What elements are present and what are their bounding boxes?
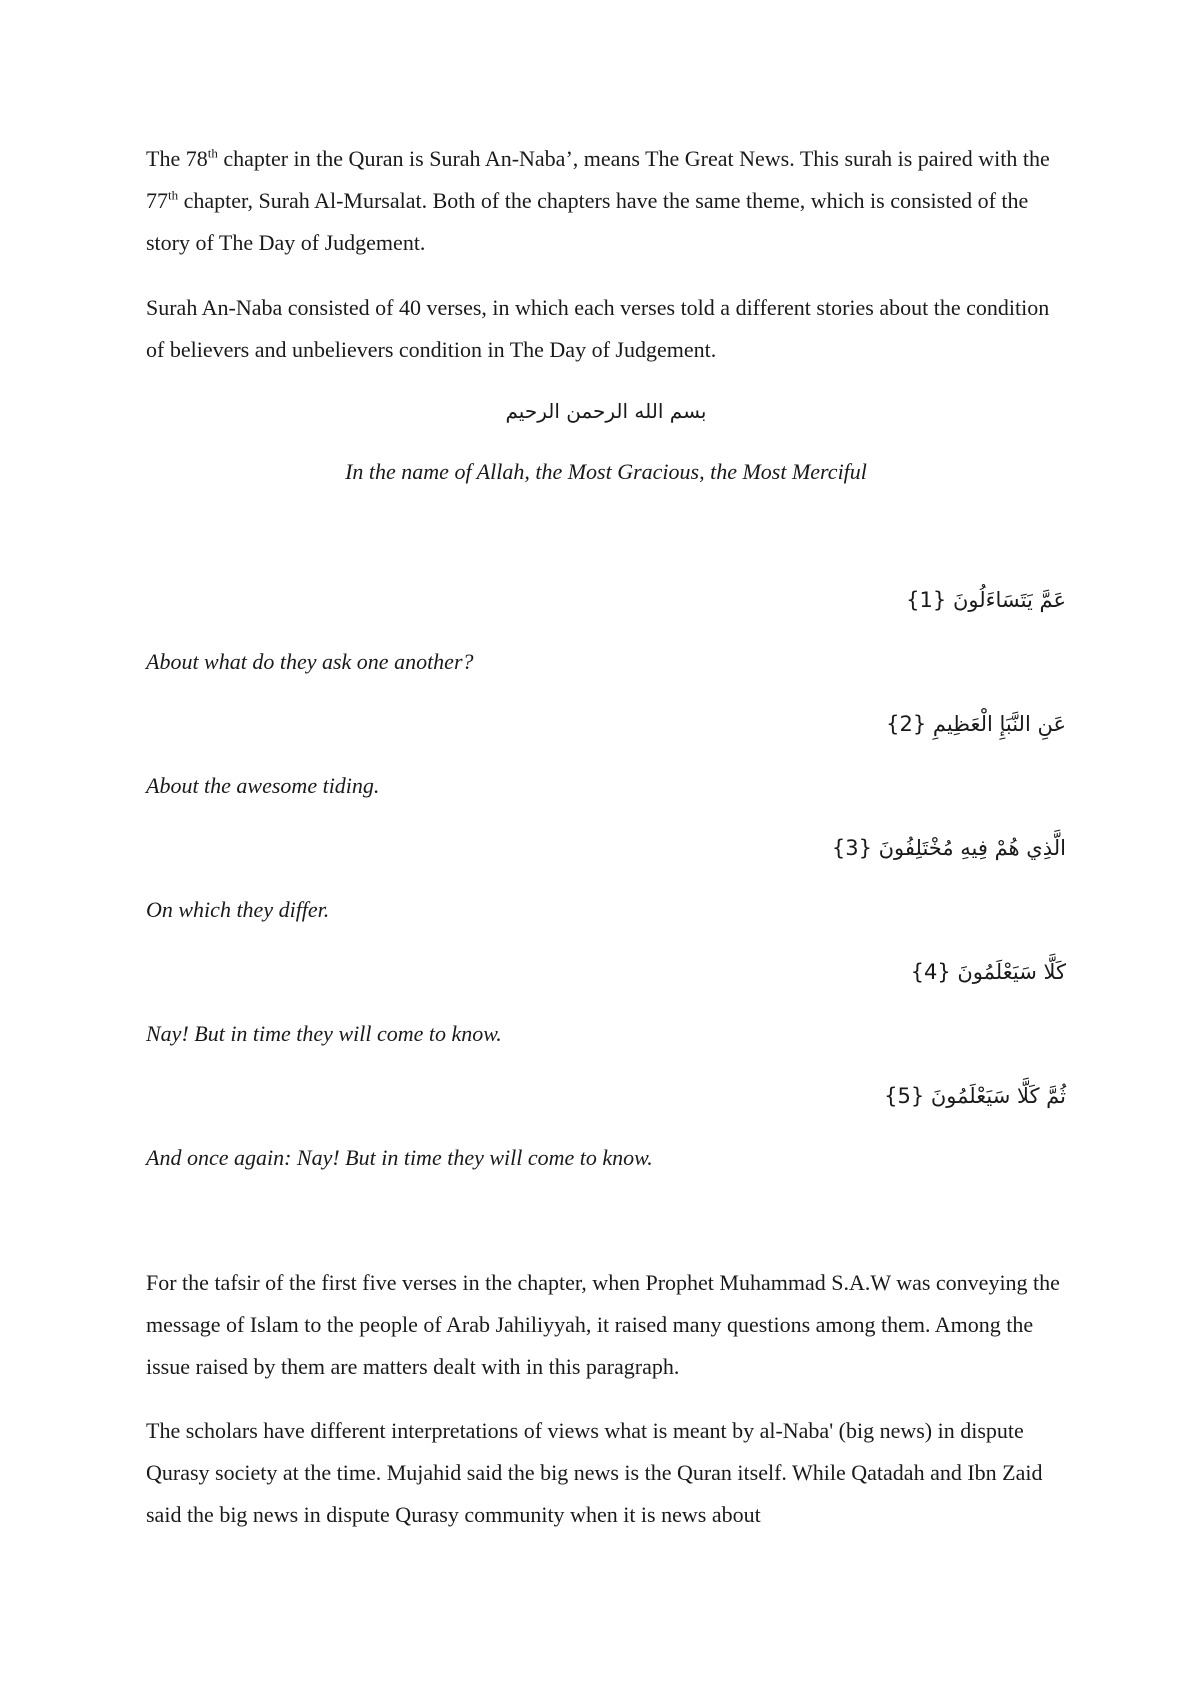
verse-2-arabic: عَنِ النَّبَإِ الْعَظِيمِ {2} [886,712,1066,736]
basmala-arabic: بسم الله الرحمن الرحيم [505,399,707,423]
verse-3-arabic: الَّذِي هُمْ فِيهِ مُخْتَلِفُونَ {3} [831,836,1066,860]
ordinal-suffix-2: th [168,187,179,203]
tafsir-paragraph-2: The scholars have different interpretations of views what is meant by al-Naba' (big news) in dispute Qurasy society at the time. Mujahid said the big news is the Quran itself. While Qatadah and Ibn Zaid said the big news in dispute Qurasy community when it is news about [146,1418,1043,1527]
verse-3-translation: On which they differ. [146,897,330,922]
verse-4-translation: Nay! But in time they will come to know. [146,1021,502,1046]
verse-5-translation: And once again: Nay! But in time they will come to know. [146,1145,653,1170]
intro-paragraph-1 [146,138,1066,264]
intro-paragraph-2: Surah An-Naba consisted of 40 verses, in which each verses told a different stories about the condition of believers and unbelievers condition in The Day of Judgement. [146,295,1050,362]
ordinal-suffix-1: th [207,145,218,161]
verse-5-arabic: ثُمَّ كَلَّا سَيَعْلَمُونَ {5} [884,1084,1066,1108]
verse-4-arabic: كَلَّا سَيَعْلَمُونَ {4} [910,960,1066,984]
intro-text-part-3: chapter, Surah Al-Mursalat. Both of the chapters have the same theme, which is consisted of the story of The Day of Judgement. [146,188,1029,255]
verse-1-translation: About what do they ask one another? [146,649,474,674]
verse-2-translation: About the awesome tiding. [146,773,380,798]
verse-1-arabic: عَمَّ يَتَسَاءَلُونَ {1} [906,588,1066,612]
tafsir-paragraph-1: For the tafsir of the first five verses in the chapter, when Prophet Muhammad S.A.W was conveying the message of Islam to the people of Arab Jahiliyyah, it raised many questions among them. Among the issue raised by them are matters dealt with in this paragraph. [146,1270,1060,1379]
intro-text-part-1: The 78 [146,146,208,171]
basmala-translation: In the name of Allah, the Most Gracious, the Most Merciful [345,459,867,484]
intro-text-part-2: chapter in the Quran is Surah An-Naba’, means The Great News. This surah is paired with the 77 [146,146,1050,213]
